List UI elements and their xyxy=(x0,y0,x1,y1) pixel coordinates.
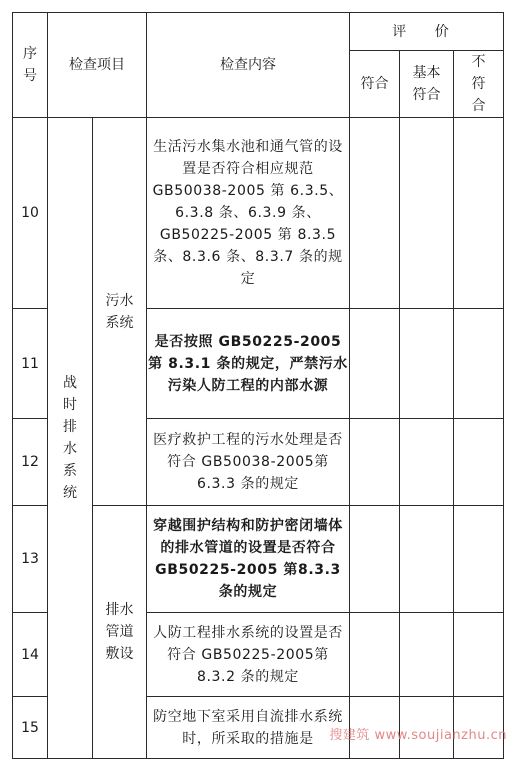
subsystem-sewage: 污水系统 xyxy=(93,118,147,506)
category-cell: 战时排水系统 xyxy=(48,118,93,759)
row-number: 11 xyxy=(13,309,48,419)
check-content: 生活污水集水池和通气管的设置是否符合相应规范GB50038-2005 第 6.3.5、6.3.8 条、6.3.9 条、GB50225-2005 第 8.3.5条、8.3.6 条、8.3.7 条的规定 xyxy=(147,118,350,309)
cell-basic-comply[interactable] xyxy=(400,419,454,506)
cell-not-comply[interactable] xyxy=(454,419,504,506)
header-content: 检查内容 xyxy=(147,13,350,118)
check-content: 是否按照 GB50225-2005 第 8.3.1 条的规定，严禁污水污染人防工程的内部水源 xyxy=(147,309,350,419)
inspection-table xyxy=(12,12,504,759)
cell-comply[interactable] xyxy=(350,613,400,697)
cell-basic-comply[interactable] xyxy=(400,613,454,697)
header-evaluation: 评 价 xyxy=(350,13,504,51)
header-row-1 xyxy=(13,13,504,51)
row-number: 12 xyxy=(13,419,48,506)
cell-comply[interactable] xyxy=(350,118,400,309)
check-content: 防空地下室采用自流排水系统时，所采取的措施是 xyxy=(147,697,350,759)
header-not-comply: 不符合 xyxy=(454,51,504,118)
row-number: 14 xyxy=(13,613,48,697)
row-number: 10 xyxy=(13,118,48,309)
cell-not-comply[interactable] xyxy=(454,506,504,613)
header-basic-comply: 基本符合 xyxy=(400,51,454,118)
cell-not-comply[interactable] xyxy=(454,118,504,309)
watermark: 搜建筑 www.soujianzhu.cn xyxy=(329,728,507,743)
header-seq: 序号 xyxy=(13,13,48,118)
check-content: 医疗救护工程的污水处理是否符合 GB50038-2005第 6.3.3 条的规定 xyxy=(147,419,350,506)
check-content: 穿越围护结构和防护密闭墙体的排水管道的设置是否符合 GB50225-2005 第8.3.3 条的规定 xyxy=(147,506,350,613)
cell-comply[interactable] xyxy=(350,506,400,613)
table-row xyxy=(13,118,504,309)
cell-comply[interactable] xyxy=(350,309,400,419)
subsystem-drain-pipes: 排水管道敷设 xyxy=(93,506,147,759)
cell-comply[interactable] xyxy=(350,419,400,506)
cell-basic-comply[interactable] xyxy=(400,309,454,419)
header-item: 检查项目 xyxy=(48,13,147,118)
check-content: 人防工程排水系统的设置是否符合 GB50225-2005第 8.3.2 条的规定 xyxy=(147,613,350,697)
cell-not-comply[interactable] xyxy=(454,613,504,697)
cell-not-comply[interactable] xyxy=(454,309,504,419)
cell-basic-comply[interactable] xyxy=(400,118,454,309)
header-comply: 符合 xyxy=(350,51,400,118)
row-number: 15 xyxy=(13,697,48,759)
row-number: 13 xyxy=(13,506,48,613)
cell-basic-comply[interactable] xyxy=(400,506,454,613)
